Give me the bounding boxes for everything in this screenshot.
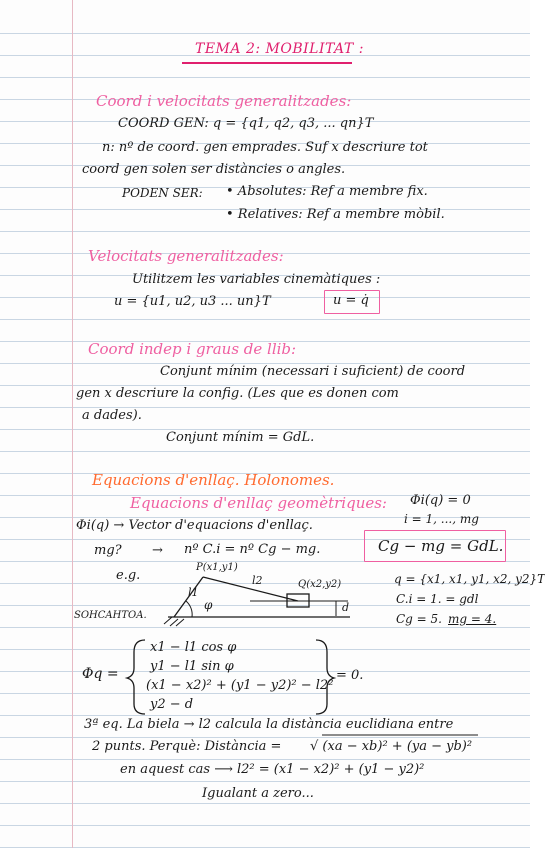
velocity-box-text: u = q̇: [333, 293, 369, 308]
system-eq-2: y1 − l1 sin φ: [150, 659, 234, 674]
dof-line-4: Conjunt mínim = GdL.: [166, 430, 315, 445]
section-heading-velocities: Velocitats generalitzades:: [88, 247, 284, 265]
eg-label: e.g.: [116, 568, 141, 583]
phi-q-label: Φq =: [82, 666, 119, 682]
q-vector: q = {x1, x1, y1, x2, y2}T: [394, 572, 545, 586]
phi-angle-label: φ: [204, 598, 213, 612]
d-label: d: [342, 601, 350, 614]
gdl-box-text: Cg − mg = GdL.: [378, 537, 504, 555]
this-case-line: en aquest cas ⟶ l2² = (x1 − x2)² + (y1 − y2)²: [120, 762, 425, 777]
phi-equation: Φi(q) = 0: [410, 493, 471, 508]
bullet-absolutes: • Absolutes: Ref a membre fix.: [226, 184, 428, 199]
mg-count: mg = 4.: [448, 612, 497, 626]
system-eq-4: y2 − d: [150, 697, 194, 712]
dof-line-2: gen x descriure la config. (Les que es donen com: [76, 386, 399, 401]
phi-range: i = 1, ..., mg: [404, 512, 479, 526]
page-title: TEMA 2: MOBILITAT :: [195, 41, 364, 57]
coord-gen-line: COORD GEN: q = {q1, q2, q3, ... qn}T: [118, 116, 374, 131]
system-equals-zero: = 0.: [336, 668, 364, 683]
system-eq-1: x1 − l1 cos φ: [150, 640, 237, 655]
velocities-desc: Utilitzem les variables cinemàtiques :: [132, 272, 381, 287]
mg-question: mg?: [94, 543, 122, 558]
left-brace: [127, 640, 145, 714]
dof-line-3: a dades).: [82, 408, 142, 423]
cg-count: Cg = 5.: [396, 612, 442, 626]
coord-gen-desc-2: coord gen solen ser distàncies o angles.: [82, 162, 346, 177]
system-eq-3: (x1 − x2)² + (y1 − y2)² − l2²: [146, 678, 334, 693]
arrow: →: [152, 543, 163, 558]
nci-formula: nº C.i = nº Cg − mg.: [184, 542, 321, 557]
bullet-relatives: • Relatives: Ref a membre mòbil.: [226, 207, 445, 222]
right-brace: [316, 640, 334, 714]
equal-zero-line: Igualant a zero...: [202, 786, 314, 801]
biela-line: 3ª eq. La biela → l2 calcula la distància euclidiana entre: [84, 717, 454, 732]
section-heading-constraints: Equacions d'enllaç. Holonomes.: [92, 471, 335, 489]
point-q-label: Q(x2,y2): [298, 579, 342, 590]
angle-arc: [186, 601, 192, 617]
poden-ser-label: PODEN SER:: [122, 186, 203, 200]
section-heading-dof: Coord indep i graus de llib:: [88, 340, 297, 358]
section-heading-coords: Coord i velocitats generalitzades:: [96, 92, 352, 110]
distance-line-a: 2 punts. Perquè: Distància =: [92, 739, 282, 754]
dof-line-1: Conjunt mínim (necessari i suficient) de coord: [160, 364, 466, 379]
velocities-vector: u = {u1, u2, u3 ... un}T: [114, 294, 271, 309]
l1-label: l1: [188, 586, 199, 599]
pivot-hatch: [164, 617, 172, 624]
subheading-geometric: Equacions d'enllaç geomètriques:: [130, 494, 387, 512]
sohcahtoa-label: SOHCAHTOA.: [74, 610, 147, 621]
l2-label: l2: [252, 574, 263, 587]
phi-definition: Φi(q) → Vector d'equacions d'enllaç.: [76, 518, 313, 533]
distance-line-b: √ (xa − xb)² + (ya − yb)²: [310, 739, 473, 754]
ci-count: C.i = 1. = gdl: [396, 592, 479, 606]
point-p-label: P(x1,y1): [196, 562, 238, 573]
coupler-link-l2: [203, 577, 298, 601]
coord-gen-desc-1: n: nº de coord. gen emprades. Suf x descriure tot: [102, 140, 428, 155]
